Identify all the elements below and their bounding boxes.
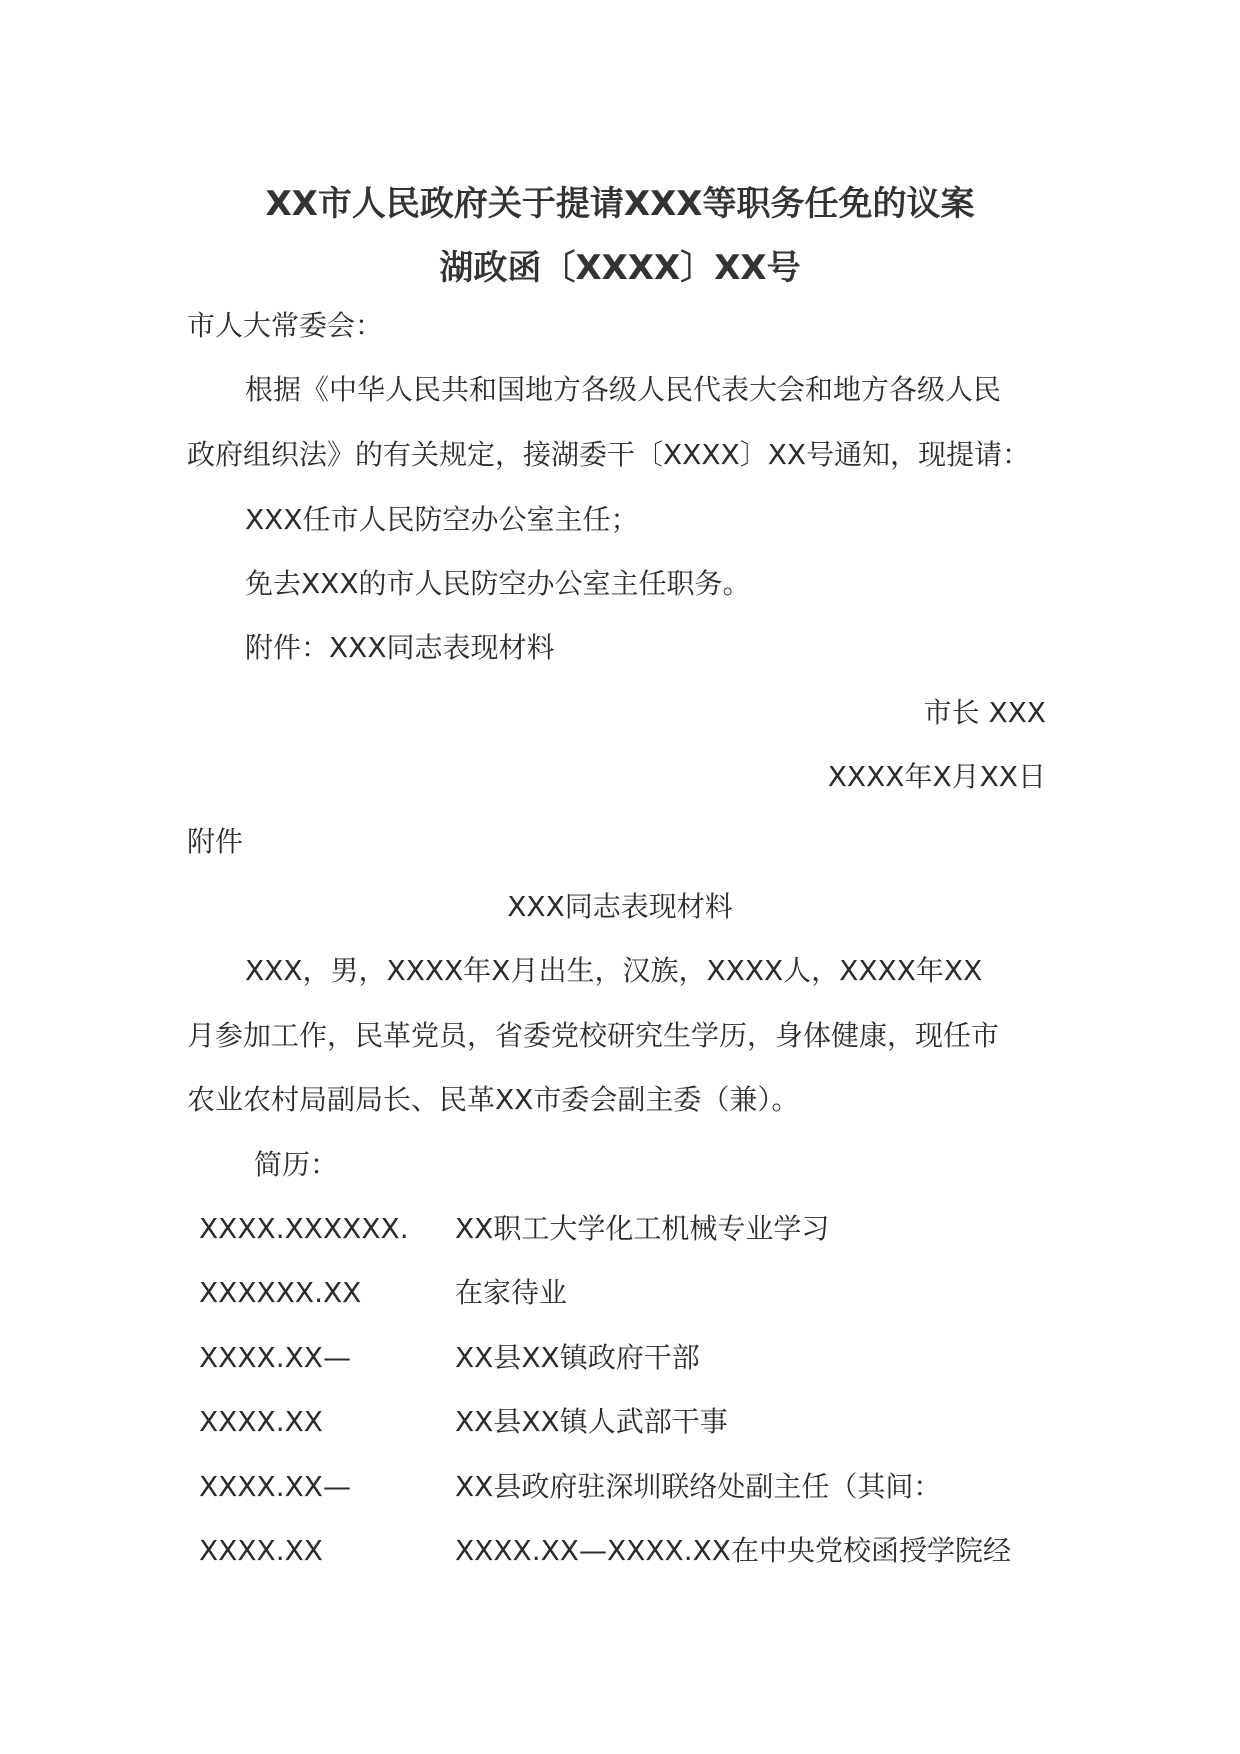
body-line-1: 根据《中华人民共和国地方各级人民代表大会和地方各级人民 (245, 373, 1002, 406)
attachment-label: 附件 (187, 825, 244, 858)
intro-line-3: 农业农村局副局长、民革XX市委会副主委（兼）。 (187, 1083, 800, 1116)
document-date: XXXX年X月XX日 (827, 760, 1046, 793)
resume-date: XXXXXX.XX (199, 1276, 362, 1309)
intro-line-1: XXX，男，XXXX年X月出生，汉族，XXXX人，XXXX年XX (245, 954, 983, 987)
dismissal-item: 免去XXX的市人民防空办公室主任职务。 (245, 567, 751, 600)
resume-date: XXXX.XX (199, 1534, 323, 1567)
resume-date: XXXX.XX— (199, 1470, 351, 1503)
signer: 市长 XXX (923, 696, 1046, 729)
resume-desc: XX职工大学化工机械专业学习 (455, 1212, 830, 1245)
resume-date: XXXX.XX— (199, 1341, 351, 1374)
resume-label: 简历： (254, 1148, 339, 1181)
document-number: 湖政函〔XXXX〕XX号 (439, 248, 801, 288)
intro-line-2: 月参加工作，民革党员，省委党校研究生学历，身体健康，现任市 (187, 1019, 1000, 1052)
resume-desc: XX县XX镇政府干部 (455, 1341, 700, 1374)
resume-desc: XXXX.XX—XXXX.XX在中央党校函授学院经 (455, 1534, 1011, 1567)
document-title: XX市人民政府关于提请XXX等职务任免的议案 (265, 184, 975, 224)
body-line-2: 政府组织法》的有关规定，接湖委干〔XXXX〕XX号通知，现提请： (187, 438, 1031, 471)
resume-desc: 在家待业 (455, 1276, 568, 1309)
resume-date: XXXX.XX (199, 1405, 323, 1438)
appointment-item: XXX任市人民防空办公室主任； (245, 503, 639, 536)
resume-date: XXXX.XXXXXX. (199, 1212, 409, 1245)
attachment-title: XXX同志表现材料 (507, 890, 733, 923)
salutation: 市人大常委会： (187, 309, 384, 342)
attachment-note: 附件：XXX同志表现材料 (245, 631, 555, 664)
resume-desc: XX县XX镇人武部干事 (455, 1405, 728, 1438)
resume-desc: XX县政府驻深圳联络处副主任（其间： (455, 1470, 942, 1503)
